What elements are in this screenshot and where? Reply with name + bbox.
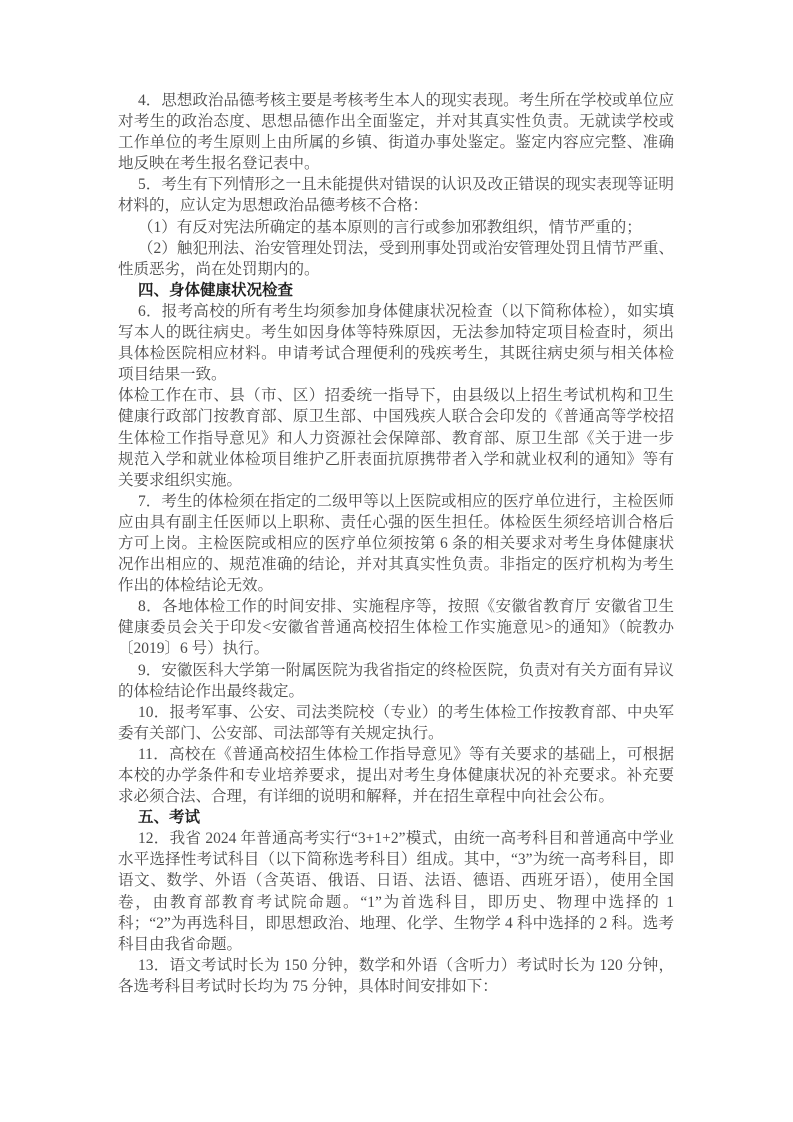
para-item-6: 6．报考高校的所有考生均须参加身体健康状况检查（以下简称体检），如实填写本人的既往病史。考生如因身体等特殊原因，无法参加特定项目检查时，须出具体检医院相应材料。申请考试合理便利的残疾考生，其既往病史须与相关体检项目结果一致。 — [118, 302, 674, 384]
para-physical-exam: 体检工作在市、县（市、区）招委统一指导下，由县级以上招生考试机构和卫生健康行政部门按教育部、原卫生部、中国残疾人联合会印发的《普通高等学校招生体检工作指导意见》和人力资源社会保障部、教育部、原卫生部《关于进一步规范入学和就业体检项目维护乙肝表面抗原携带者入学和就业权利的通知》等有关要求组织实施。 — [118, 387, 674, 489]
para-item-7: 7．考生的体检须在指定的二级甲等以上医院或相应的医疗单位进行，主检医师应由具有副主任医师以上职称、责任心强的医生担任。体检医生须经培训合格后方可上岗。主检医院或相应的医疗单位须按第 6 条的相关要求对考生身体健康状况作出相应的、规范准确的结论，并对其真实性负责。非指定的医疗机构为考生作出的体检结论无效。 — [118, 492, 674, 595]
para-clause-2: （2）触犯刑法、治安管理处罚法，受到刑事处罚或治安管理处罚且情节严重、性质恶劣，尚在处罚期内的。 — [118, 239, 674, 278]
section-heading-five: 五、考试 — [138, 809, 201, 827]
para-clause-1: （1）有反对宪法所确定的基本原则的言行或参加邪教组织，情节严重的； — [138, 218, 642, 236]
section-heading-four: 四、身体健康状况检查 — [138, 281, 294, 299]
para-item-5: 5．考生有下列情形之一且未能提供对错误的认识及改正错误的现实表现等证明材料的，应认定为思想政治品德考核不合格： — [118, 176, 674, 215]
para-item-4: 4．思想政治品德考核主要是考核考生本人的现实表现。考生所在学校或单位应对考生的政治态度、思想品德作出全面鉴定，并对其真实性负责。无就读学校或工作单位的考生原则上由所属的乡镇、街道办事处鉴定。鉴定内容应完整、准确地反映在考生报名登记表中。 — [118, 92, 674, 173]
para-item-10: 10．报考军事、公安、司法类院校（专业）的考生体检工作按教育部、中央军委有关部门、公安部、司法部等有关规定执行。 — [118, 703, 674, 742]
para-item-11: 11．高校在《普通高校招生体检工作指导意见》等有关要求的基础上，可根据本校的办学条件和专业培养要求，提出对考生身体健康状况的补充要求。补充要求必须合法、合理，有详细的说明和解释，并在招生章程中向社会公布。 — [118, 745, 674, 806]
para-item-9: 9．安徽医科大学第一附属医院为我省指定的终检医院，负责对有关方面有异议的体检结论作出最终裁定。 — [118, 661, 674, 700]
para-item-13: 13．语文考试时长为 150 分钟，数学和外语（含听力）考试时长为 120 分钟，各选考科目考试时长均为 75 分钟，具体时间安排如下： — [118, 956, 674, 995]
para-item-8: 8．各地体检工作的时间安排、实施程序等，按照《安徽省教育厅 安徽省卫生健康委员会关于印发<安徽省普通高校招生体检工作实施意见>的通知》（皖教办〔2019〕6 号）执行。 — [118, 598, 674, 658]
para-item-12: 12．我省 2024 年普通高考实行“3+1+2”模式，由统一高考科目和普通高中学业水平选择性考试科目（以下简称选考科目）组成。其中，“3”为统一高考科目，即语文、数学、外语（含英语、俄语、日语、法语、德语、西班牙语），使用全国卷，由教育部教育考试院命题。“1”为首选科目，即历史、物理中选择的 1 科；“2”为再选科目，即思想政治、地理、化学、生物学 4 科中选择的 2 科。选考科目由我省命题。 — [118, 830, 674, 953]
